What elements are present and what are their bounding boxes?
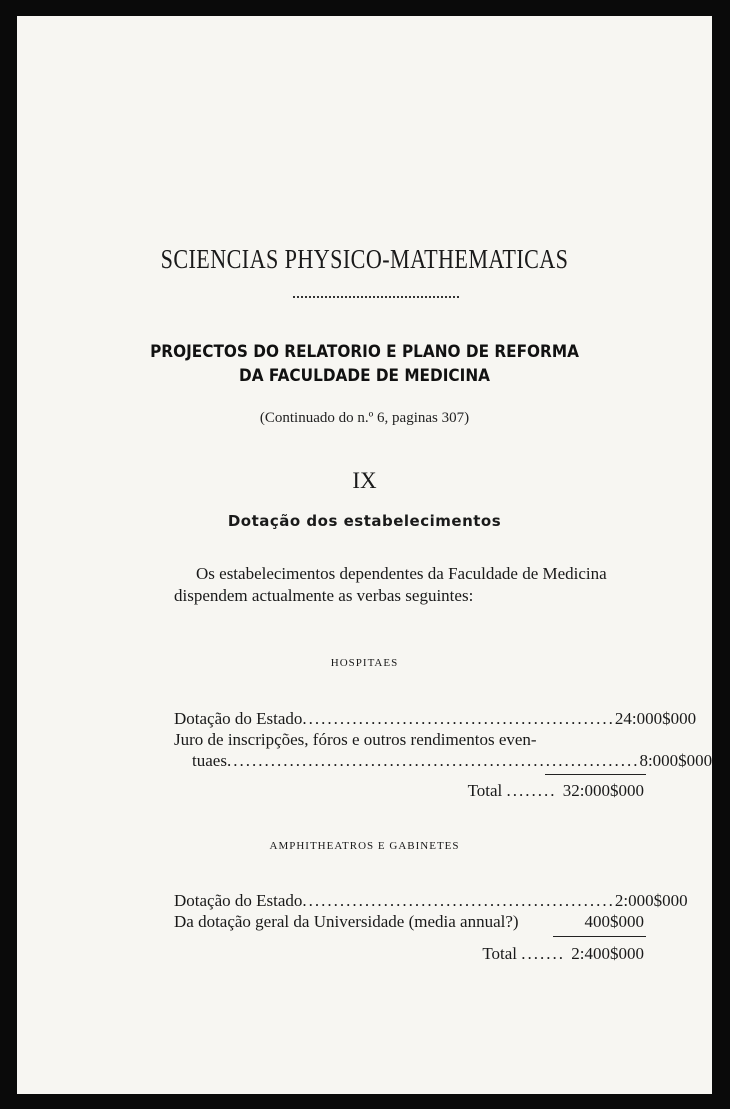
row-value: 2:000$000 (614, 891, 688, 910)
leader-dots: .................................................................. (226, 751, 640, 770)
article-heading (52, 340, 678, 388)
leader-dots: .................................................. (302, 709, 615, 728)
amphitheatros-row-2 (174, 911, 644, 933)
sum-line (545, 774, 646, 775)
row-value: 400$000 (584, 912, 644, 931)
leader-dots: ....... (521, 944, 572, 963)
row-label: Dotação do Estado (174, 891, 303, 910)
sum-line (553, 936, 646, 937)
title-divider (293, 296, 459, 298)
total-label: Total (467, 781, 503, 800)
document-page (17, 16, 712, 1094)
row-label: tuaes (192, 751, 227, 770)
hospitaes-row-2-line-1 (174, 729, 644, 751)
intro-line-2: dispendem actualmente as verbas seguintes: (174, 586, 474, 605)
amphitheatros-total (482, 943, 644, 965)
leader-dots: ........ (506, 781, 563, 800)
hospitaes-row-1 (174, 708, 697, 730)
leader-dots: .................................................. (302, 891, 615, 910)
continued-note: (Continuado do n.º 6, paginas 307) (259, 410, 470, 426)
intro-line-1: Os estabelecimentos dependentes da Faculdade de Medicina (196, 564, 607, 583)
total-label: Total (482, 944, 518, 963)
row-value: 24:000$000 (614, 709, 697, 728)
section-title: SCIENCIAS PHYSICO-MATHEMATICAS (160, 244, 569, 274)
row-label: Da dotação geral da Universidade (media annual?) (174, 912, 519, 931)
leader-dots (519, 911, 585, 933)
total-value: 32:000$000 (562, 781, 644, 800)
row-label: Dotação do Estado (174, 709, 303, 728)
hospitaes-row-2-line-2 (174, 750, 713, 772)
intro-paragraph (174, 563, 644, 607)
hospitaes-title: HOSPITAES (330, 657, 399, 669)
row-label: Juro de inscripções, fóros e outros rendimentos even- (174, 730, 537, 749)
row-value: 8:000$000 (639, 751, 713, 770)
chapter-subtitle: Dotação dos estabelecimentos (227, 512, 502, 530)
total-value: 2:400$000 (571, 944, 644, 963)
amphitheatros-row-1 (174, 890, 688, 912)
amphitheatros-title: AMPHITHEATROS E GABINETES (269, 840, 460, 852)
hospitaes-total (468, 780, 644, 802)
heading-line-2: DA FACULDADE DE MEDICINA (239, 366, 490, 386)
chapter-number: IX (352, 468, 377, 493)
heading-line-1: PROJECTOS DO RELATORIO E PLANO DE REFORMA (150, 342, 579, 362)
